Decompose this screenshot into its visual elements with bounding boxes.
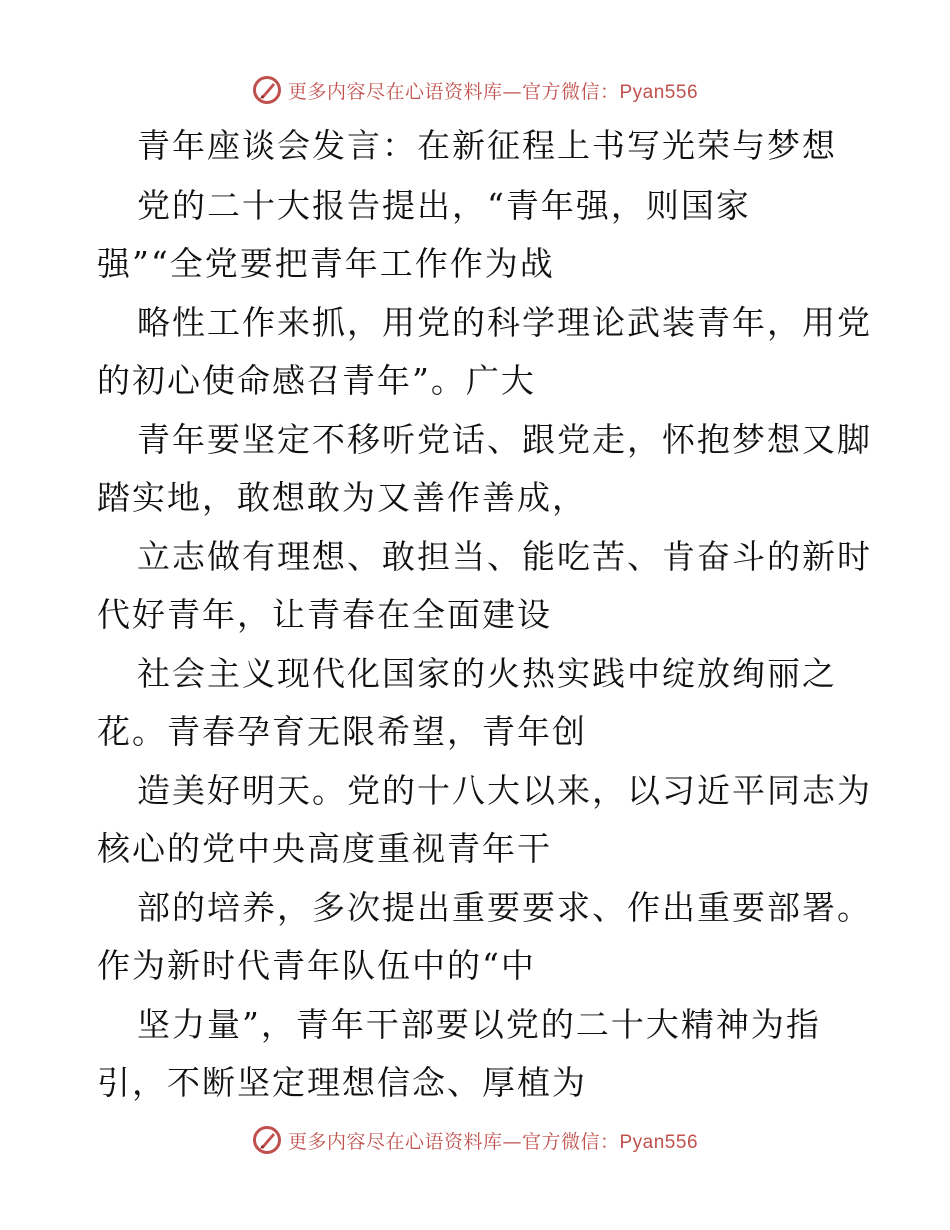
document-title: 青年座谈会发言：在新征程上书写光荣与梦想 (137, 126, 837, 165)
footer-watermark (0, 1120, 950, 1160)
watermark-text: 更多内容尽在心语资料库—官方微信：Pyan556 (287, 1130, 699, 1153)
paragraph-line: 花。青春孕育无限希望，青年创 (97, 712, 587, 751)
paragraph-line: 青年要坚定不移听党话、跟党走，怀抱梦想又脚 (137, 420, 872, 459)
watermark-text: 更多内容尽在心语资料库—官方微信：Pyan556 (287, 80, 699, 103)
paragraph-line: 略性工作来抓，用党的科学理论武装青年，用党 (137, 303, 872, 342)
paragraph-line: 强”“全党要把青年工作作为战 (97, 244, 555, 283)
paragraph-line: 造美好明天。党的十八大以来，以习近平同志为 (137, 771, 872, 810)
paragraph-line: 核心的党中央高度重视青年干 (97, 829, 552, 868)
paragraph-line: 党的二十大报告提出，“青年强，则国家 (137, 186, 751, 225)
paragraph-line: 部的培养，多次提出重要要求、作出重要部署。 (137, 888, 872, 927)
header-watermark (0, 70, 950, 110)
paragraph-line: 踏实地，敢想敢为又善作善成， (97, 478, 587, 517)
quill-logo-icon (252, 75, 282, 105)
paragraph-line: 社会主义现代化国家的火热实践中绽放绚丽之 (137, 654, 837, 693)
paragraph-line: 作为新时代青年队伍中的“中 (97, 946, 536, 985)
paragraph-line: 的初心使命感召青年”。广大 (97, 361, 536, 400)
paragraph-line: 坚力量”，青年干部要以党的二十大精神为指 (137, 1005, 821, 1044)
quill-logo-icon (252, 1125, 282, 1155)
paragraph-line: 引，不断坚定理想信念、厚植为 (97, 1063, 587, 1102)
paragraph-line: 立志做有理想、敢担当、能吃苦、肯奋斗的新时 (137, 537, 872, 576)
paragraph-line: 代好青年，让青春在全面建设 (97, 595, 552, 634)
